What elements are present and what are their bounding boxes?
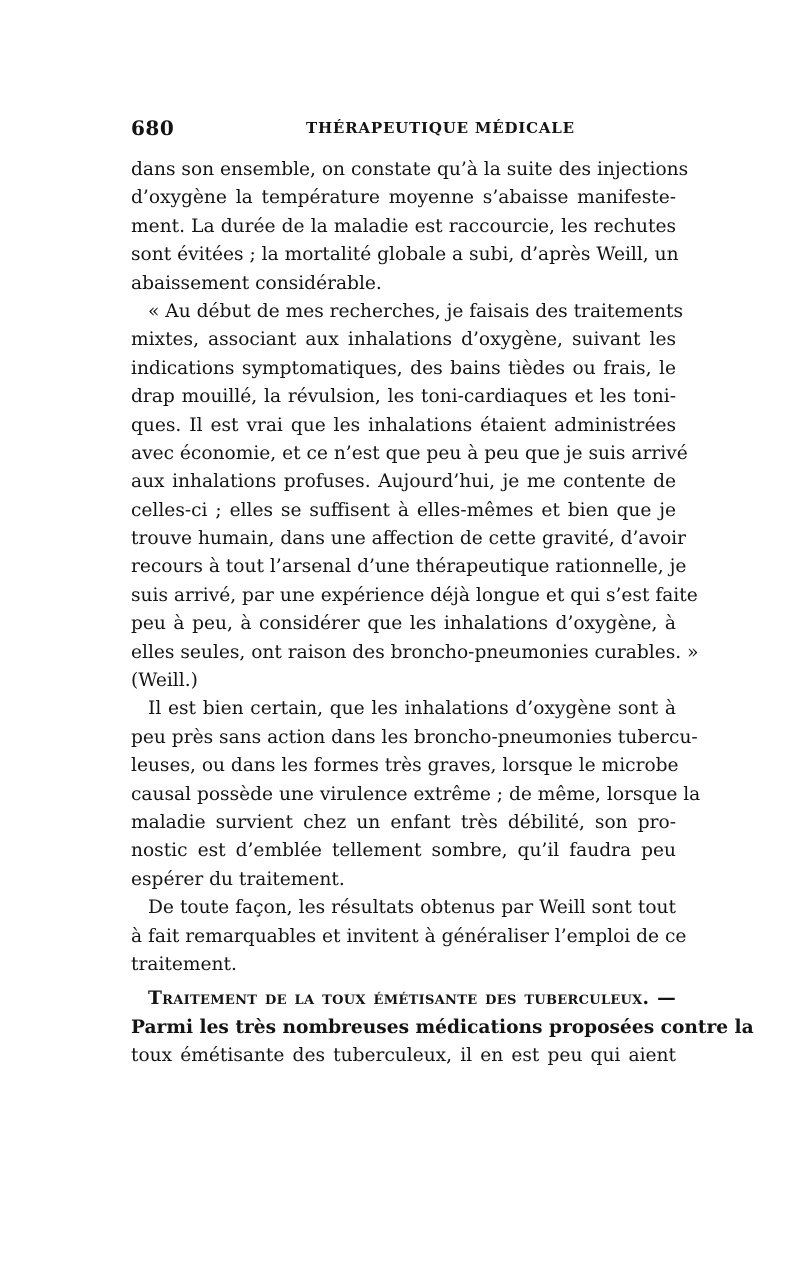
text-line: abaissement considérable. xyxy=(131,272,382,294)
text-line: « Au début de mes recherches, je faisais des traitements xyxy=(148,300,684,322)
text-line: leuses, ou dans les formes très graves, lorsque le microbe xyxy=(131,755,679,777)
text-line: indications symptomatiques, des bains tièdes ou frais, le xyxy=(131,357,676,379)
text-line: ques. Il est vrai que les inhalations étaient administrées xyxy=(131,414,676,436)
page-number: 680 xyxy=(131,116,175,140)
text-line: dans son ensemble, on constate qu’à la suite des injections xyxy=(131,159,689,180)
text-line: peu près sans action dans les broncho-pneumonies tubercu- xyxy=(131,726,698,748)
running-head: THÉRAPEUTIQUE MÉDICALE xyxy=(306,119,575,137)
text-line: toux émétisante des tuberculeux, il en est peu qui aient xyxy=(131,1045,676,1067)
text-line: (Weill.) xyxy=(131,670,198,692)
text-line: sont évitées ; la mortalité globale a subi, d’après Weill, un xyxy=(131,244,679,266)
section-heading: Traitement de la toux émétisante des tuberculeux. — xyxy=(148,988,676,1010)
text-line: trouve humain, dans une affection de cette gravité, d’avoir xyxy=(131,528,686,550)
text-line: peu à peu, à considérer que les inhalations d’oxygène, à xyxy=(131,613,676,635)
text-line: drap mouillé, la révulsion, les toni-cardiaques et les toni- xyxy=(131,386,676,408)
text-line: elles seules, ont raison des broncho-pneumonies curables. » xyxy=(131,641,699,663)
text-line: Il est bien certain, que les inhalations d’oxygène sont à xyxy=(148,698,676,720)
text-line: causal possède une virulence extrême ; de même, lorsque la xyxy=(131,783,701,805)
text-line: traitement. xyxy=(131,953,237,975)
text-line: ment. La durée de la maladie est raccourcie, les rechutes xyxy=(131,215,676,237)
text-line: maladie survient chez un enfant très débilité, son pro- xyxy=(131,811,676,833)
text-line: à fait remarquables et invitent à généraliser l’emploi de ce xyxy=(131,925,687,947)
text-line: d’oxygène la température moyenne s’abaisse manifeste- xyxy=(131,187,676,209)
text-line: recours à tout l’arsenal d’une thérapeutique rationnelle, je xyxy=(131,556,687,578)
text-line: nostic est d’emblée tellement sombre, qu’il faudra peu xyxy=(131,840,676,862)
text-line: espérer du traitement. xyxy=(131,868,345,890)
text-line: suis arrivé, par une expérience déjà longue et qui s’est faite xyxy=(131,584,698,606)
text-line: De toute façon, les résultats obtenus par Weill sont tout xyxy=(148,897,676,919)
page-header xyxy=(131,116,676,140)
text-line: aux inhalations profuses. Aujourd’hui, je me contente de xyxy=(131,471,676,493)
text-line: mixtes, associant aux inhalations d’oxygène, suivant les xyxy=(131,329,676,351)
body-text xyxy=(131,156,754,1071)
text-line: celles-ci ; elles se suffisent à elles-mêmes et bien que je xyxy=(131,499,676,521)
text-line: Parmi les très nombreuses médications proposées contre la xyxy=(131,1016,754,1038)
text-line: avec économie, et ce n’est que peu à peu que je suis arrivé xyxy=(131,442,688,464)
